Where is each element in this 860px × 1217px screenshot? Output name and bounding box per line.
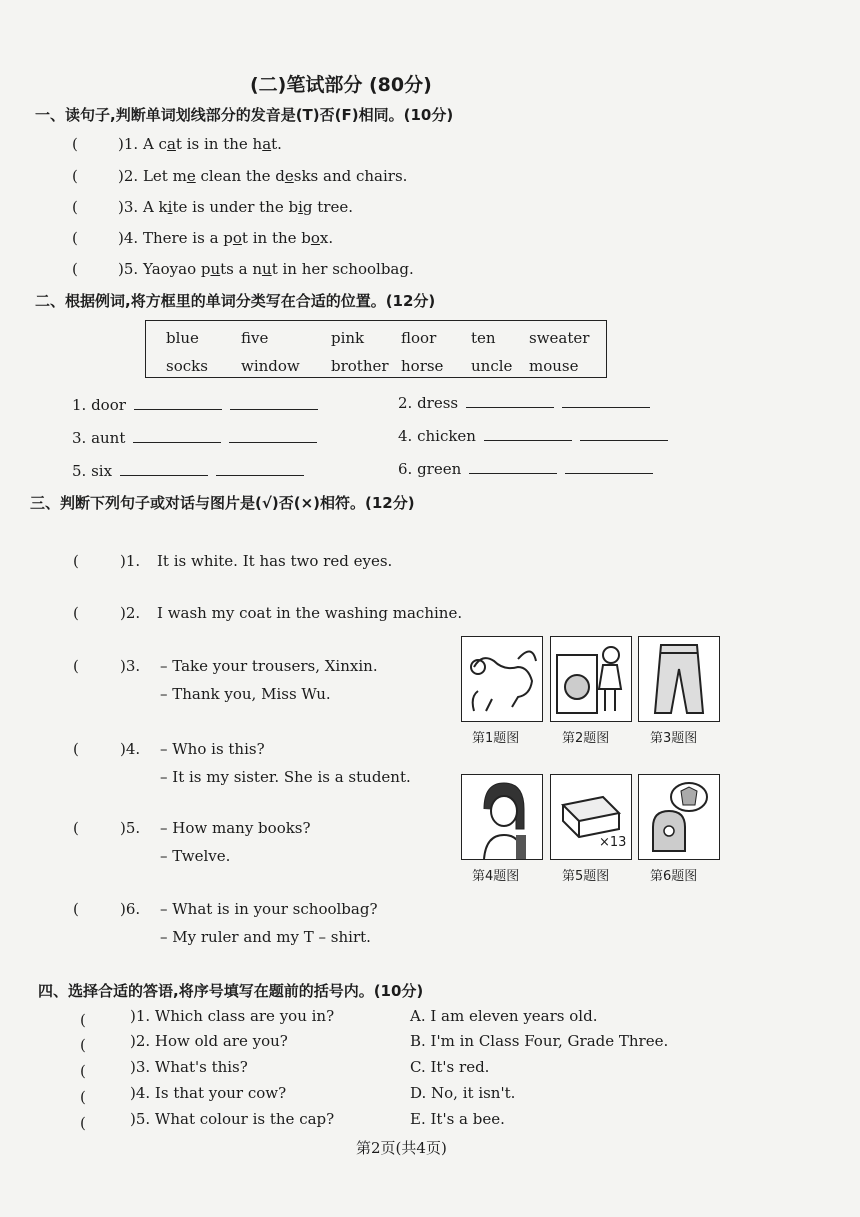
section1-heading: 一、读句子,判断单词划线部分的发音是(T)否(F)相同。(10分) xyxy=(35,106,454,124)
monkey-icon xyxy=(462,637,542,721)
dialogue-line: – Take your trousers, Xinxin. xyxy=(160,657,378,675)
picture-girl xyxy=(461,774,543,860)
answer-bracket[interactable]: ( xyxy=(80,1062,86,1080)
answer-option: C. It's red. xyxy=(410,1058,490,1076)
word: window xyxy=(241,357,300,375)
category-row xyxy=(398,427,668,445)
word: floor xyxy=(401,329,437,347)
answer-blank[interactable] xyxy=(484,428,572,441)
answer-bracket[interactable]: ( xyxy=(72,135,78,153)
word: horse xyxy=(401,357,444,375)
picture-monkey xyxy=(461,636,543,722)
category-row xyxy=(398,460,653,478)
section4-heading: 四、选择合适的答语,将序号填写在题前的括号内。(10分) xyxy=(38,982,424,1000)
word: mouse xyxy=(529,357,579,375)
question-item xyxy=(118,229,333,247)
books-count-label: ×13 xyxy=(599,835,627,850)
word: pink xyxy=(331,329,365,347)
trousers-icon xyxy=(639,637,719,721)
answer-blank[interactable] xyxy=(469,461,557,474)
category-row xyxy=(72,462,304,480)
question-number: )2. xyxy=(118,167,139,185)
dialogue-line: I wash my coat in the washing machine. xyxy=(157,604,463,622)
washing-machine-icon xyxy=(551,637,631,721)
question-item: )1. Which class are you in? xyxy=(130,1007,335,1025)
picture-caption: 第3题图 xyxy=(650,731,698,746)
picture-caption: 第2题图 xyxy=(562,731,610,746)
example-word: 2. dress xyxy=(398,394,459,412)
question-number: )5. xyxy=(120,819,141,837)
answer-blank[interactable] xyxy=(134,397,222,410)
sentence-text: g tree. xyxy=(302,198,353,216)
sentence-text: ts a n xyxy=(220,260,263,278)
question-item xyxy=(118,167,407,185)
picture-caption: 第1题图 xyxy=(472,731,520,746)
sentence-text: A k xyxy=(142,198,168,216)
page-footer: 第2页(共4页) xyxy=(356,1139,447,1157)
example-word: 1. door xyxy=(72,396,126,414)
question-number: )6. xyxy=(120,900,141,918)
answer-bracket[interactable]: ( xyxy=(73,657,79,675)
answer-bracket[interactable]: ( xyxy=(72,167,78,185)
word: brother xyxy=(331,357,389,375)
answer-bracket[interactable]: ( xyxy=(73,552,79,570)
answer-blank[interactable] xyxy=(466,395,554,408)
word: blue xyxy=(166,329,199,347)
question-number: )1. xyxy=(118,135,139,153)
sentence-text: te is under the b xyxy=(172,198,299,216)
sentence-text: t in the b xyxy=(241,229,311,247)
question-item xyxy=(118,198,353,216)
word-box xyxy=(145,320,607,378)
picture-schoolbag xyxy=(638,774,720,860)
underlined-letter: i xyxy=(167,198,173,216)
sentence-text: t. xyxy=(271,135,282,153)
sentence-text: sks and chairs. xyxy=(293,167,408,185)
answer-blank[interactable] xyxy=(229,430,317,443)
question-number: )3. xyxy=(120,657,141,675)
example-word: 6. green xyxy=(398,460,462,478)
question-number: )1. xyxy=(120,552,141,570)
underlined-letter: u xyxy=(210,260,221,278)
section3-heading: 三、判断下列句子或对话与图片是(√)否(×)相符。(12分) xyxy=(30,494,415,512)
dialogue-line: – Thank you, Miss Wu. xyxy=(160,685,331,703)
question-number: )3. xyxy=(118,198,139,216)
underlined-letter: e xyxy=(186,167,196,185)
sentence-text: t is in the h xyxy=(175,135,263,153)
answer-bracket[interactable]: ( xyxy=(73,740,79,758)
answer-bracket[interactable]: ( xyxy=(80,1011,86,1029)
question-item: )5. What colour is the cap? xyxy=(130,1110,335,1128)
answer-blank[interactable] xyxy=(580,428,668,441)
example-word: 3. aunt xyxy=(72,429,126,447)
dialogue-line: – What is in your schoolbag? xyxy=(160,900,378,918)
question-item: )3. What's this? xyxy=(130,1058,248,1076)
answer-bracket[interactable]: ( xyxy=(80,1088,86,1106)
schoolbag-icon xyxy=(639,775,719,859)
question-number: )4. xyxy=(118,229,139,247)
answer-blank[interactable] xyxy=(216,463,304,476)
word: socks xyxy=(166,357,208,375)
underlined-letter: e xyxy=(284,167,294,185)
dialogue-line: – Who is this? xyxy=(160,740,265,758)
dialogue-line: – How many books? xyxy=(160,819,311,837)
question-number: )2. xyxy=(120,604,141,622)
example-word: 4. chicken xyxy=(398,427,476,445)
answer-bracket[interactable]: ( xyxy=(72,260,78,278)
underlined-letter: a xyxy=(262,135,272,153)
answer-bracket[interactable]: ( xyxy=(72,229,78,247)
answer-blank[interactable] xyxy=(133,430,221,443)
example-word: 5. six xyxy=(72,462,113,480)
sentence-text: t in her schoolbag. xyxy=(271,260,414,278)
dialogue-line: – Twelve. xyxy=(160,847,231,865)
question-number: )4. xyxy=(120,740,141,758)
answer-bracket[interactable]: ( xyxy=(73,604,79,622)
answer-bracket[interactable]: ( xyxy=(73,900,79,918)
sentence-text: A c xyxy=(142,135,167,153)
word: five xyxy=(241,329,269,347)
underlined-letter: a xyxy=(166,135,176,153)
dialogue-line: – It is my sister. She is a student. xyxy=(160,768,411,786)
underlined-letter: i xyxy=(298,198,303,216)
sentence-text: Yaoyao p xyxy=(142,260,211,278)
sentence-text: Let m xyxy=(142,167,187,185)
question-item xyxy=(118,135,282,153)
picture-books xyxy=(550,774,632,860)
word: ten xyxy=(471,329,496,347)
underlined-letter: o xyxy=(232,229,242,247)
answer-blank[interactable] xyxy=(565,461,653,474)
sentence-text: clean the d xyxy=(195,167,285,185)
answer-option: D. No, it isn't. xyxy=(410,1084,516,1102)
sentence-text: There is a p xyxy=(142,229,233,247)
sentence-text: x. xyxy=(319,229,334,247)
answer-option: E. It's a bee. xyxy=(410,1110,505,1128)
word: uncle xyxy=(471,357,513,375)
question-item xyxy=(118,260,414,278)
underlined-letter: u xyxy=(262,260,272,278)
page-title: (二)笔试部分 (80分) xyxy=(250,74,432,96)
category-row xyxy=(72,396,318,414)
picture-caption: 第4题图 xyxy=(472,869,520,884)
answer-bracket[interactable]: ( xyxy=(80,1114,86,1132)
girl-icon xyxy=(462,775,542,859)
answer-blank[interactable] xyxy=(120,463,208,476)
picture-caption: 第5题图 xyxy=(562,869,610,884)
answer-option: B. I'm in Class Four, Grade Three. xyxy=(410,1032,669,1050)
category-row xyxy=(398,394,650,412)
dialogue-line: – My ruler and my T – shirt. xyxy=(160,928,371,946)
dialogue-line: It is white. It has two red eyes. xyxy=(157,552,393,570)
question-number: )5. xyxy=(118,260,139,278)
word: sweater xyxy=(529,329,590,347)
answer-bracket[interactable]: ( xyxy=(73,819,79,837)
category-row xyxy=(72,429,317,447)
answer-blank[interactable] xyxy=(562,395,650,408)
picture-trousers xyxy=(638,636,720,722)
section2-heading: 二、根据例词,将方框里的单词分类写在合适的位置。(12分) xyxy=(35,292,436,310)
answer-option: A. I am eleven years old. xyxy=(410,1007,598,1025)
picture-caption: 第6题图 xyxy=(650,869,698,884)
answer-bracket[interactable]: ( xyxy=(72,198,78,216)
underlined-letter: o xyxy=(310,229,320,247)
answer-blank[interactable] xyxy=(230,397,318,410)
picture-washing-machine xyxy=(550,636,632,722)
answer-bracket[interactable]: ( xyxy=(80,1036,86,1054)
question-item: )2. How old are you? xyxy=(130,1032,288,1050)
question-item: )4. Is that your cow? xyxy=(130,1084,287,1102)
